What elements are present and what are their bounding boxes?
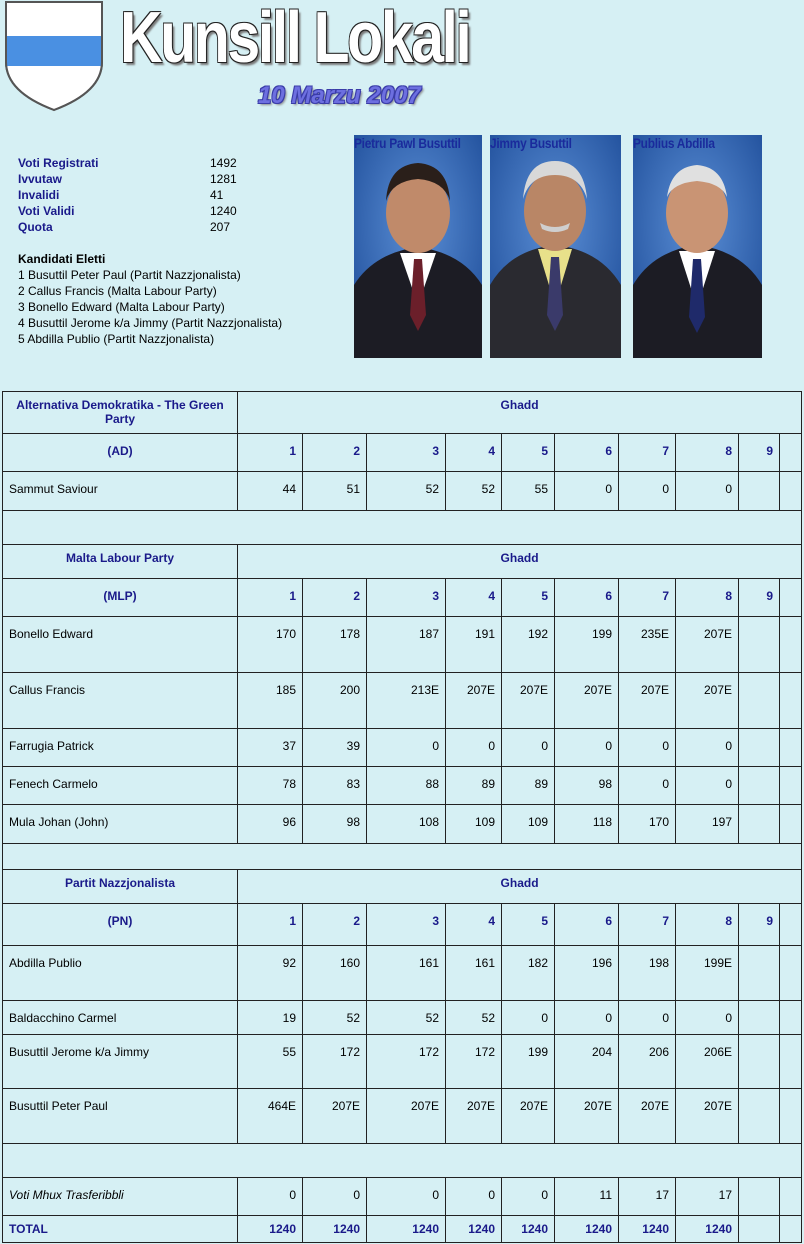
- total-cell: 1240: [619, 1216, 676, 1243]
- stats-panel: [18, 155, 237, 235]
- candidate-photo: [490, 135, 621, 358]
- portrait-image: [633, 135, 762, 358]
- stat-label: Quota: [18, 220, 53, 234]
- vote-cell: 191: [446, 617, 502, 673]
- vote-cell: [739, 1089, 780, 1144]
- vote-cell: 206: [619, 1035, 676, 1089]
- empty-cell: [780, 767, 802, 805]
- party-abbr: (PN): [3, 904, 238, 946]
- candidate-name: Abdilla Publio: [3, 946, 238, 1001]
- vote-cell: [739, 673, 780, 729]
- portrait-image: [490, 135, 621, 358]
- table-row: [3, 617, 802, 673]
- empty-cell: [780, 904, 802, 946]
- vote-cell: 0: [619, 1001, 676, 1035]
- candidate-photo: [354, 135, 482, 358]
- empty-cell: [780, 579, 802, 617]
- vote-cell: 170: [238, 617, 303, 673]
- stat-value: 41: [210, 188, 224, 202]
- vote-cell: 464E: [238, 1089, 303, 1144]
- count-header-row: [3, 434, 802, 472]
- elected-item: 4 Busuttil Jerome k/a Jimmy (Partit Nazzjonalista): [18, 316, 283, 330]
- party-header-row: [3, 545, 802, 579]
- total-cell: 1240: [367, 1216, 446, 1243]
- vote-cell: 0: [676, 1001, 739, 1035]
- table-row: [3, 1089, 802, 1144]
- total-cell: 1240: [303, 1216, 367, 1243]
- total-row: [3, 1216, 802, 1243]
- stat-row: [18, 171, 237, 187]
- vote-cell: 207E: [502, 673, 555, 729]
- vote-cell: 0: [502, 1178, 555, 1216]
- party-name: Alternativa Demokratika - The Green Party: [3, 392, 238, 434]
- photo-caption: Publius Abdilla: [633, 135, 715, 151]
- count-header-row: [3, 579, 802, 617]
- vote-cell: 207E: [555, 673, 619, 729]
- vote-cell: 196: [555, 946, 619, 1001]
- vote-cell: 0: [555, 729, 619, 767]
- vote-cell: 200: [303, 673, 367, 729]
- vote-cell: 17: [619, 1178, 676, 1216]
- vote-cell: 170: [619, 805, 676, 844]
- vote-cell: 98: [303, 805, 367, 844]
- candidate-name: Busuttil Peter Paul: [3, 1089, 238, 1144]
- vote-cell: 44: [238, 472, 303, 511]
- vote-cell: 0: [676, 472, 739, 511]
- count-number: 3: [367, 579, 446, 617]
- spacer-cell: [3, 1144, 802, 1178]
- portrait-image: [354, 135, 482, 358]
- stat-label: Ivvutaw: [18, 172, 63, 186]
- vote-cell: [739, 1178, 780, 1216]
- vote-cell: 83: [303, 767, 367, 805]
- count-number: 7: [619, 904, 676, 946]
- elected-candidates: [18, 251, 282, 347]
- stat-label: Voti Registrati: [18, 156, 99, 170]
- count-number: 4: [446, 579, 502, 617]
- party-header-row: [3, 392, 802, 434]
- vote-cell: 160: [303, 946, 367, 1001]
- candidate-name: Callus Francis: [3, 673, 238, 729]
- vote-cell: 89: [446, 767, 502, 805]
- candidate-name: Farrugia Patrick: [3, 729, 238, 767]
- results-table: [2, 391, 802, 1243]
- count-number: 5: [502, 579, 555, 617]
- vote-cell: 109: [446, 805, 502, 844]
- candidate-name: Fenech Carmelo: [3, 767, 238, 805]
- vote-cell: 207E: [555, 1089, 619, 1144]
- vote-cell: 0: [303, 1178, 367, 1216]
- empty-cell: [780, 1035, 802, 1089]
- vote-cell: 207E: [676, 617, 739, 673]
- vote-cell: [739, 729, 780, 767]
- vote-cell: 0: [446, 1178, 502, 1216]
- total-cell: 1240: [555, 1216, 619, 1243]
- count-number: 4: [446, 904, 502, 946]
- count-number: 7: [619, 434, 676, 472]
- table-row: [3, 1035, 802, 1089]
- stat-row: [18, 155, 237, 171]
- stat-value: 1281: [210, 172, 237, 186]
- count-number: 2: [303, 579, 367, 617]
- vote-cell: [739, 767, 780, 805]
- stat-label: Voti Validi: [18, 204, 75, 218]
- photo-caption: Jimmy Busuttil: [490, 135, 572, 151]
- empty-cell: [780, 617, 802, 673]
- vote-cell: 11: [555, 1178, 619, 1216]
- table-row: [3, 805, 802, 844]
- count-number: 4: [446, 434, 502, 472]
- table-row: [3, 1178, 802, 1216]
- vote-cell: 0: [238, 1178, 303, 1216]
- stat-row: [18, 187, 237, 203]
- vote-cell: 108: [367, 805, 446, 844]
- spacer-cell: [3, 511, 802, 545]
- vote-cell: 109: [502, 805, 555, 844]
- vote-cell: 51: [303, 472, 367, 511]
- stat-value: 1492: [210, 156, 237, 170]
- vote-cell: 207E: [502, 1089, 555, 1144]
- elected-item: 1 Busuttil Peter Paul (Partit Nazzjonalista): [18, 268, 241, 282]
- count-number: 3: [367, 904, 446, 946]
- photo-caption: Pietru Pawl Busuttil: [354, 135, 461, 151]
- elected-item: 5 Abdilla Publio (Partit Nazzjonalista): [18, 332, 215, 346]
- candidate-photo: [633, 135, 762, 358]
- vote-cell: 0: [555, 1001, 619, 1035]
- count-number: 1: [238, 579, 303, 617]
- vote-cell: 198: [619, 946, 676, 1001]
- vote-cell: 0: [676, 729, 739, 767]
- vote-cell: 0: [676, 767, 739, 805]
- spacer-row: [3, 1144, 802, 1178]
- vote-cell: [739, 946, 780, 1001]
- vote-cell: 88: [367, 767, 446, 805]
- empty-cell: [780, 472, 802, 511]
- vote-cell: 207E: [676, 673, 739, 729]
- vote-cell: 0: [367, 729, 446, 767]
- table-row: [3, 1001, 802, 1035]
- vote-cell: 172: [367, 1035, 446, 1089]
- count-number: 8: [676, 434, 739, 472]
- count-header-row: [3, 904, 802, 946]
- vote-cell: 19: [238, 1001, 303, 1035]
- total-cell: 1240: [676, 1216, 739, 1243]
- vote-cell: 52: [367, 472, 446, 511]
- vote-cell: 235E: [619, 617, 676, 673]
- spacer-cell: [3, 844, 802, 870]
- total-cell: 1240: [238, 1216, 303, 1243]
- vote-cell: 0: [619, 767, 676, 805]
- vote-cell: [739, 472, 780, 511]
- ghadd-header: Ghadd: [238, 545, 802, 579]
- empty-cell: [780, 946, 802, 1001]
- vote-cell: 199: [555, 617, 619, 673]
- vote-cell: 207E: [676, 1089, 739, 1144]
- party-name: Malta Labour Party: [3, 545, 238, 579]
- spacer-row: [3, 844, 802, 870]
- candidate-name: Bonello Edward: [3, 617, 238, 673]
- candidate-name: Sammut Saviour: [3, 472, 238, 511]
- vote-cell: 161: [367, 946, 446, 1001]
- candidate-name: Baldacchino Carmel: [3, 1001, 238, 1035]
- count-number: 8: [676, 904, 739, 946]
- election-date: 10 Marzu 2007: [258, 82, 421, 109]
- page-title: Kunsill Lokali: [120, 0, 470, 78]
- vote-cell: 182: [502, 946, 555, 1001]
- vote-cell: 37: [238, 729, 303, 767]
- ghadd-header: Ghadd: [238, 870, 802, 904]
- vote-cell: 17: [676, 1178, 739, 1216]
- vote-cell: 78: [238, 767, 303, 805]
- empty-cell: [780, 434, 802, 472]
- vote-cell: 185: [238, 673, 303, 729]
- empty-cell: [780, 1178, 802, 1216]
- candidate-name: Mula Johan (John): [3, 805, 238, 844]
- candidate-name: Busuttil Jerome k/a Jimmy: [3, 1035, 238, 1089]
- vote-cell: 92: [238, 946, 303, 1001]
- vote-cell: 0: [367, 1178, 446, 1216]
- table-row: [3, 767, 802, 805]
- spacer-row: [3, 511, 802, 545]
- empty-cell: [780, 1001, 802, 1035]
- count-number: 9: [739, 434, 780, 472]
- vote-cell: 52: [367, 1001, 446, 1035]
- empty-cell: [780, 1089, 802, 1144]
- count-number: 8: [676, 579, 739, 617]
- total-cell: 1240: [446, 1216, 502, 1243]
- vote-cell: 0: [555, 472, 619, 511]
- vote-cell: 0: [502, 1001, 555, 1035]
- stat-value: 207: [210, 220, 231, 234]
- vote-cell: 204: [555, 1035, 619, 1089]
- vote-cell: 161: [446, 946, 502, 1001]
- stat-label: Invalidi: [18, 188, 60, 202]
- count-number: 2: [303, 434, 367, 472]
- count-number: 1: [238, 904, 303, 946]
- vote-cell: 207E: [303, 1089, 367, 1144]
- elected-item: 3 Bonello Edward (Malta Labour Party): [18, 300, 225, 314]
- vote-cell: 118: [555, 805, 619, 844]
- elected-title: Kandidati Eletti: [18, 252, 106, 266]
- vote-cell: 207E: [619, 673, 676, 729]
- vote-cell: 96: [238, 805, 303, 844]
- party-abbr: (AD): [3, 434, 238, 472]
- vote-cell: 199E: [676, 946, 739, 1001]
- vote-cell: 187: [367, 617, 446, 673]
- vote-cell: 172: [446, 1035, 502, 1089]
- vote-cell: 0: [619, 472, 676, 511]
- vote-cell: 207E: [446, 1089, 502, 1144]
- total-cell: 1240: [502, 1216, 555, 1243]
- elected-item: 2 Callus Francis (Malta Labour Party): [18, 284, 217, 298]
- vote-cell: 207E: [367, 1089, 446, 1144]
- table-row: [3, 673, 802, 729]
- count-number: 1: [238, 434, 303, 472]
- count-number: 3: [367, 434, 446, 472]
- party-header-row: [3, 870, 802, 904]
- party-name: Partit Nazzjonalista: [3, 870, 238, 904]
- shield-logo: [4, 0, 104, 112]
- table-row: [3, 946, 802, 1001]
- count-number: 9: [739, 579, 780, 617]
- count-number: 2: [303, 904, 367, 946]
- empty-cell: [780, 1216, 802, 1243]
- count-number: 6: [555, 904, 619, 946]
- vote-cell: [739, 805, 780, 844]
- count-number: 6: [555, 434, 619, 472]
- vote-cell: 207E: [446, 673, 502, 729]
- count-number: 5: [502, 434, 555, 472]
- vote-cell: 98: [555, 767, 619, 805]
- vote-cell: 39: [303, 729, 367, 767]
- vote-cell: 0: [502, 729, 555, 767]
- stat-value: 1240: [210, 204, 237, 218]
- table-row: [3, 472, 802, 511]
- table-row: [3, 729, 802, 767]
- count-number: 5: [502, 904, 555, 946]
- ghadd-header: Ghadd: [238, 392, 802, 434]
- vote-cell: 197: [676, 805, 739, 844]
- empty-cell: [780, 805, 802, 844]
- stat-row: [18, 219, 237, 235]
- vote-cell: 89: [502, 767, 555, 805]
- vote-cell: 199: [502, 1035, 555, 1089]
- vote-cell: 192: [502, 617, 555, 673]
- total-label: TOTAL: [3, 1216, 238, 1243]
- vote-cell: 55: [238, 1035, 303, 1089]
- vote-cell: 52: [446, 1001, 502, 1035]
- empty-cell: [780, 729, 802, 767]
- count-number: 6: [555, 579, 619, 617]
- vote-cell: [739, 1035, 780, 1089]
- total-cell: [739, 1216, 780, 1243]
- non-transferable-label: Voti Mhux Trasferibbli: [3, 1178, 238, 1216]
- stat-row: [18, 203, 237, 219]
- vote-cell: 172: [303, 1035, 367, 1089]
- count-number: 9: [739, 904, 780, 946]
- count-number: 7: [619, 579, 676, 617]
- vote-cell: 206E: [676, 1035, 739, 1089]
- vote-cell: 52: [446, 472, 502, 511]
- vote-cell: 213E: [367, 673, 446, 729]
- vote-cell: 55: [502, 472, 555, 511]
- vote-cell: [739, 1001, 780, 1035]
- empty-cell: [780, 673, 802, 729]
- party-abbr: (MLP): [3, 579, 238, 617]
- vote-cell: 0: [619, 729, 676, 767]
- vote-cell: 207E: [619, 1089, 676, 1144]
- vote-cell: [739, 617, 780, 673]
- vote-cell: 0: [446, 729, 502, 767]
- vote-cell: 178: [303, 617, 367, 673]
- vote-cell: 52: [303, 1001, 367, 1035]
